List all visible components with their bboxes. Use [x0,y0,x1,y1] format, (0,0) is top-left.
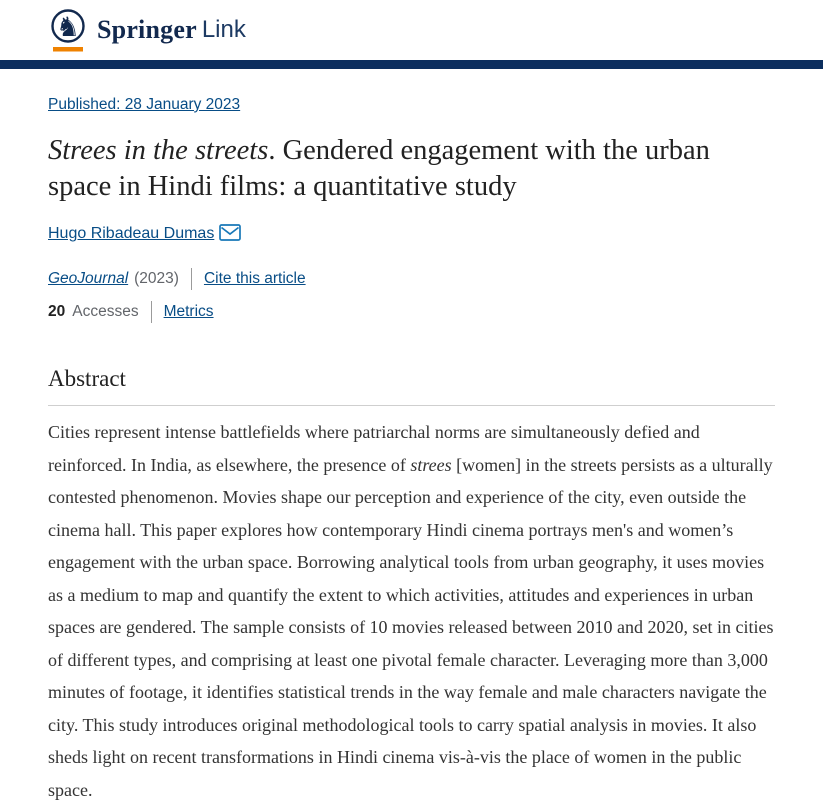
metrics-row [48,301,775,323]
vertical-divider [151,301,152,323]
site-header [0,0,823,60]
email-envelope-icon[interactable] [219,224,241,241]
author-link[interactable]: Hugo Ribadeau Dumas [48,225,215,242]
author-row [48,225,775,243]
springer-horse-icon [48,7,88,53]
abstract-divider [48,405,775,406]
accesses-count: 20 [48,303,66,320]
article-page [0,69,823,806]
journal-year: (2023) [134,270,179,287]
springer-link-logo[interactable] [48,7,246,53]
article-title [48,133,748,205]
abstract-text-part1: Cities represent intense battlefields where patriarchal norms are simultaneously defied and reinforced. In India, as elsewhere, the presence of [48,422,700,475]
abstract-text-part2: [women] in the streets persists as a ulturally contested phenomenon. Movies shape our perception and experience of the city, even outside the cinema hall. This paper explores how contemporary Hindi cinema portrays men's and women’s engagement with the urban space. Borrowing analytical tools from urban geography, it uses movies as a medium to map and quantify the extent to which activities, attitudes and experiences in urban spaces are gendered. The sample consists of 10 movies released between 2010 and 2020, set in cities of different types, and comprising at least one pivotal female character. Leveraging more than 3,000 minutes of footage, it identifies statistical trends in the way female and male characters navigate the city. This study introduces original methodological tools to carry spatial analysis in movies. It also sheds light on recent transformations in Hindi cinema vis-à-vis the place of women in the public space. [48,454,774,800]
logo-orange-underline [53,47,83,52]
article-title-rest: . Gendered engagement with the urban space in Hindi films: a quantitative study [48,135,710,202]
accesses-label: Accesses [72,303,139,320]
brand-springer-text: Springer [97,15,197,44]
journal-link[interactable]: GeoJournal [48,270,129,287]
header-divider-bar [0,60,823,69]
svg-text:♞: ♞ [55,12,81,43]
cite-this-article-link[interactable]: Cite this article [203,270,306,287]
abstract-text [48,416,775,806]
vertical-divider [191,268,192,290]
brand-link-text: Link [201,16,246,43]
article-title-italic-part: Strees in the streets [48,135,269,166]
abstract-section [48,366,775,806]
published-date-link[interactable]: Published: 28 January 2023 [48,96,241,113]
abstract-text-italic: strees [410,454,452,475]
abstract-heading: Abstract [48,366,126,391]
journal-row [48,268,775,290]
metrics-link[interactable]: Metrics [163,303,214,320]
